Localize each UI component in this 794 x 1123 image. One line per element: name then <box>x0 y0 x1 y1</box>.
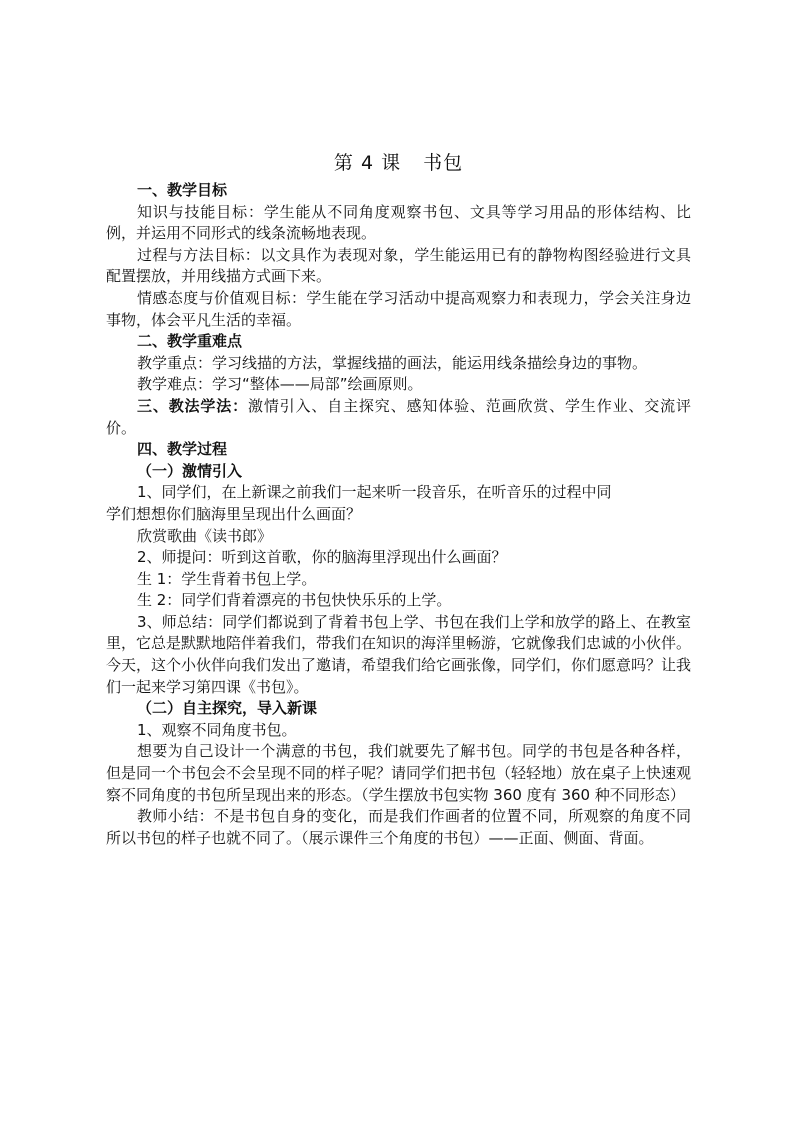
paragraph-understand-bag: 想要为自己设计一个满意的书包，我们就要先了解书包。同学的书包是各种各样，但是同一个书包会不会呈现不同的样子呢？请同学们把书包（轻轻地）放在桌子上快速观察不同角度的书包所呈现出来的形态。（学生摆放书包实物 360 度有 360 种不同形态） <box>106 742 692 804</box>
heading-teaching-process: 四、教学过程 <box>137 440 228 459</box>
paragraph-difficult-point: 教学难点：学习“整体——局部”绘画原则。 <box>137 375 423 394</box>
title-lesson-number: 第 4 课 <box>333 152 402 174</box>
paragraph-teacher-conclusion: 教师小结：不是书包自身的变化，而是我们作画者的位置不同，所观察的角度不同所以书包的样子也就不同了。（展示课件三个角度的书包）——正面、侧面、背面。 <box>106 807 691 847</box>
paragraph-music-prompt-line2: 学们想想你们脑海里呈现出什么画面？ <box>106 504 362 523</box>
paragraph-student-answer-1: 生 1：学生背着书包上学。 <box>137 569 317 588</box>
heading-teaching-objectives: 一、教学目标 <box>137 181 228 199</box>
paragraph-knowledge-objective: 知识与技能目标：学生能从不同角度观察书包、文具等学习用品的形体结构、比例，并运用不同形式的线条流畅地表现。 <box>106 202 691 243</box>
document-page <box>106 150 691 849</box>
title-lesson-name: 书包 <box>423 152 464 174</box>
paragraph-key-point: 教学重点：学习线描的方法，掌握线描的画法，能运用线条描绘身边的事物。 <box>137 353 648 372</box>
paragraph-student-answer-2: 生 2：同学们背着漂亮的书包快快乐乐的上学。 <box>137 591 452 610</box>
paragraph-teacher-question: 2、师提问：听到这首歌，你的脑海里浮现出什么画面？ <box>137 548 507 567</box>
paragraph-process-objective: 过程与方法目标：以文具作为表现对象，学生能运用已有的静物构图经验进行文具配置摆放，并用线描方式画下来。 <box>106 245 691 286</box>
heading-teaching-methods: 三、教法学法： <box>137 396 248 415</box>
document-title <box>106 150 691 176</box>
paragraph-teacher-summary: 3、师总结：同学们都说到了背着书包上学、书包在我们上学和放学的路上、在教室里，它总是默默地陪伴着我们，带我们在知识的海洋里畅游，它就像我们忠诚的小伙伴。今天，这个小伙伴向我们发出了邀请，希望我们给它画张像，同学们，你们愿意吗？让我们一起来学习第四课《书包》。 <box>106 612 692 696</box>
subheading-introduction: （一）激情引入 <box>137 461 243 480</box>
teaching-methods-text: 激情引入、自主探究、感知体验、范画欣赏、学生作业、交流评价。 <box>106 396 691 437</box>
subheading-exploration: （二）自主探究，导入新课 <box>137 699 318 718</box>
paragraph-teaching-methods <box>106 396 691 439</box>
paragraph-emotion-objective: 情感态度与价值观目标：学生能在学习活动中提高观察力和表现力，学会关注身边事物，体会平凡生活的幸福。 <box>106 288 691 329</box>
paragraph-observe-angles: 1、观察不同角度书包。 <box>137 720 297 739</box>
paragraph-music-prompt-line1: 1、同学们，在上新课之前我们一起来听一段音乐，在听音乐的过程中同 <box>137 483 612 502</box>
heading-key-points: 二、教学重难点 <box>137 332 243 351</box>
paragraph-song: 欣赏歌曲《读书郎》 <box>137 526 273 545</box>
